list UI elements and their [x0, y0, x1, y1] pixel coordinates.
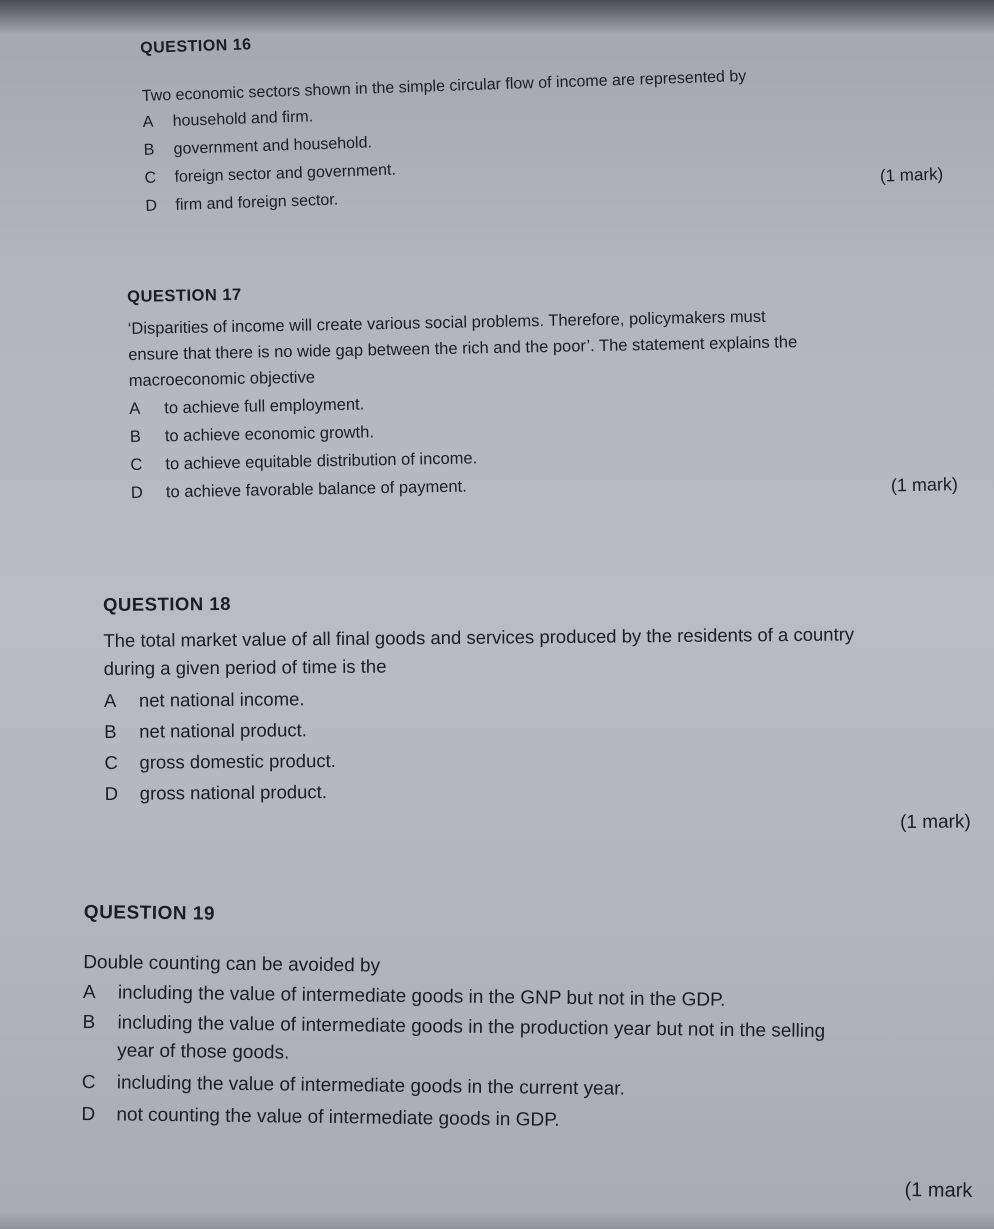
option-letter: D [104, 782, 119, 804]
option-text-continued: year of those goods. [117, 1040, 290, 1064]
option-text: to achieve economic growth. [164, 423, 375, 446]
mark-label: (1 mark) [890, 474, 959, 496]
option-letter: A [82, 981, 96, 1004]
option-text: government and household. [173, 134, 373, 158]
question-title: QUESTION 17 [127, 285, 242, 306]
option-text: to achieve full employment. [164, 395, 365, 418]
option-text: household and firm. [172, 108, 314, 130]
option-text: not counting the value of intermediate goods in GDP. [116, 1104, 560, 1131]
option-letter: C [130, 455, 143, 474]
option-letter: D [145, 197, 158, 215]
option-letter: A [103, 689, 117, 711]
top-shadow [0, 0, 994, 34]
option-letter: B [82, 1011, 96, 1034]
option-text: net national product. [139, 719, 307, 742]
option-text: gross national product. [139, 781, 327, 804]
option-text: including the value of intermediate goods in the production year but not in the selling [117, 1012, 826, 1043]
option-text: foreign sector and government. [174, 161, 397, 186]
question-stem: ensure that there is no wide gap between the rich and the poor’. The statement explains the [128, 333, 798, 364]
question-stem: macroeconomic objective [128, 368, 316, 390]
option-letter: B [143, 141, 155, 159]
mark-label: (1 mark [904, 1179, 973, 1202]
option-text: including the value of intermediate goods in the GNP but not in the GDP. [117, 982, 726, 1011]
option-text: firm and foreign sector. [175, 191, 339, 214]
bottom-shadow [0, 1212, 994, 1229]
question-stem: The total market value of all final goods and services produced by the residents of a country [103, 623, 855, 651]
question-title: QUESTION 18 [103, 592, 232, 615]
option-letter: D [130, 483, 144, 502]
option-text: including the value of intermediate goods in the current year. [116, 1072, 625, 1100]
mark-label: (1 mark) [899, 811, 971, 834]
option-letter: B [129, 427, 142, 446]
question-stem: ‘Disparities of income will create various social problems. Therefore, policymakers must [127, 307, 766, 338]
question-stem: Two economic sectors shown in the simple circular flow of income are represented by [141, 67, 747, 105]
option-text: net national income. [138, 688, 305, 711]
option-letter: A [129, 399, 141, 418]
question-stem: during a given period of time is the [103, 655, 387, 679]
option-text: gross domestic product. [139, 749, 336, 773]
option-letter: B [104, 720, 117, 742]
question-stem: Double counting can be avoided by [83, 951, 381, 977]
option-letter: D [81, 1103, 96, 1126]
option-letter: C [81, 1071, 96, 1094]
mark-label: (1 mark) [879, 164, 944, 186]
option-letter: A [142, 113, 154, 131]
option-text: to achieve favorable balance of payment. [165, 477, 467, 502]
option-letter: C [144, 169, 157, 187]
question-title: QUESTION 16 [140, 36, 252, 57]
option-text: to achieve equitable distribution of income. [165, 449, 478, 474]
question-title: QUESTION 19 [83, 902, 216, 925]
option-letter: C [104, 751, 118, 773]
